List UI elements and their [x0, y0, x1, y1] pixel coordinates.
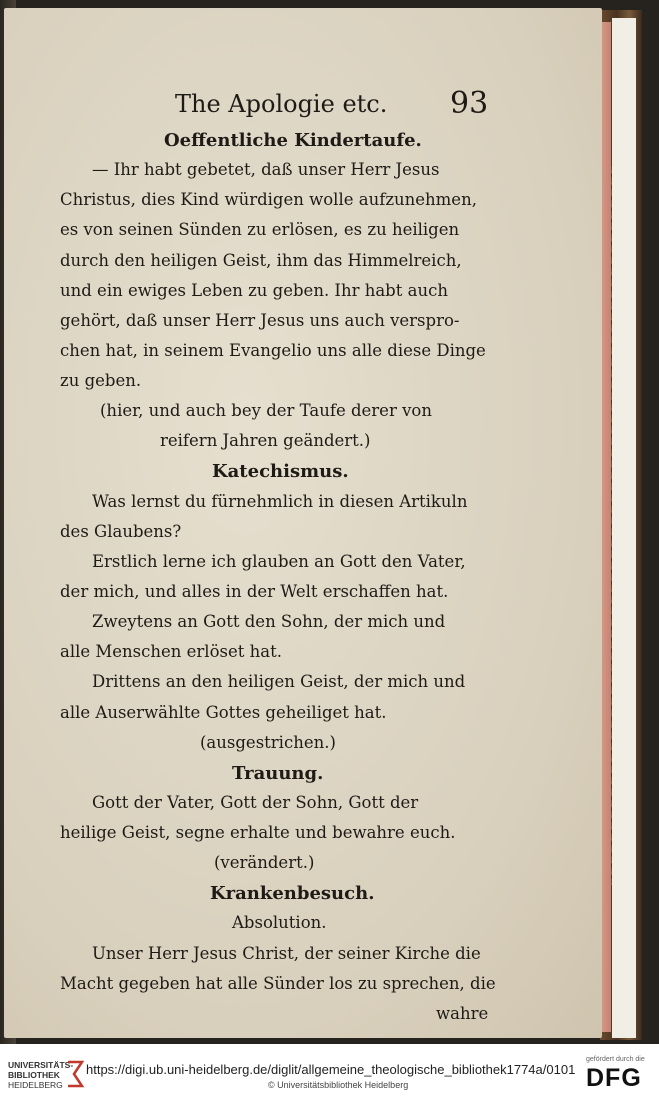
- text-line: heilige Geist, segne erhalte und bewahre euch.: [60, 823, 456, 843]
- text-line: (verändert.): [214, 853, 315, 873]
- text-line: Macht gegeben hat alle Sünder los zu sprechen, die: [60, 973, 496, 993]
- text-line: Absolution.: [232, 913, 327, 933]
- permalink-url[interactable]: https://digi.ub.uni-heidelberg.de/diglit/allgemeine_theologische_bibliothek1774a/0101: [86, 1062, 576, 1077]
- copyright-notice: © Universitätsbibliothek Heidelberg: [268, 1080, 409, 1090]
- text-line: Drittens an den heiligen Geist, der mich und: [92, 672, 466, 692]
- dfg-logo: DFG: [586, 1064, 642, 1092]
- ub-heidelberg-logo: UNIVERSITÄTS- BIBLIOTHEK HEIDELBERG: [8, 1060, 74, 1090]
- text-line: alle Auserwählte Gottes geheiliget hat.: [60, 702, 387, 722]
- viewer-footer: [0, 1044, 659, 1099]
- text-line: — Ihr habt gebetet, daß unser Herr Jesus: [92, 160, 440, 180]
- text-line: Erstlich lerne ich glauben an Gott den Vater,: [92, 551, 466, 571]
- text-line: Was lernst du fürnehmlich in diesen Artikuln: [92, 491, 468, 511]
- text-line: der mich, und alles in der Welt erschaffen hat.: [60, 582, 449, 601]
- text-line: durch den heiligen Geist, ihm das Himmelreich,: [60, 250, 462, 270]
- text-line: Christus, dies Kind würdigen wolle aufzunehmen,: [60, 190, 477, 210]
- text-line: wahre: [436, 1003, 489, 1023]
- text-line: chen hat, in seinem Evangelio uns alle diese Dinge: [60, 340, 486, 360]
- section-heading: Trauung.: [232, 762, 324, 784]
- text-line: reifern Jahren geändert.): [160, 431, 371, 451]
- ub-mark-icon: [64, 1058, 86, 1088]
- text-line: es von seinen Sünden zu erlösen, es zu heiligen: [60, 220, 460, 240]
- text-line: (ausgestrichen.): [200, 732, 336, 752]
- text-line: Unser Herr Jesus Christ, der seiner Kirche die: [92, 943, 481, 963]
- running-head: The Apologie etc.: [175, 90, 388, 118]
- text-line: alle Menschen erlöset hat.: [60, 642, 282, 662]
- section-heading: Krankenbesuch.: [210, 883, 375, 905]
- text-line: Zweytens an Gott den Sohn, der mich und: [92, 612, 446, 632]
- section-heading: Oeffentliche Kindertaufe.: [164, 130, 422, 151]
- text-line: (hier, und auch bey der Taufe derer von: [100, 401, 432, 421]
- text-line: Gott der Vater, Gott der Sohn, Gott der: [92, 792, 419, 812]
- book-cover-edge: [612, 18, 636, 1038]
- page-number: 93: [450, 86, 489, 121]
- funding-note: gefördert durch die: [586, 1056, 645, 1063]
- text-line: und ein ewiges Leben zu geben. Ihr habt auch: [60, 280, 448, 300]
- text-line: zu geben.: [60, 371, 142, 391]
- text-line: gehört, daß unser Herr Jesus uns auch verspro-: [60, 310, 460, 330]
- text-line: des Glaubens?: [60, 521, 182, 541]
- section-heading: Katechismus.: [212, 461, 349, 483]
